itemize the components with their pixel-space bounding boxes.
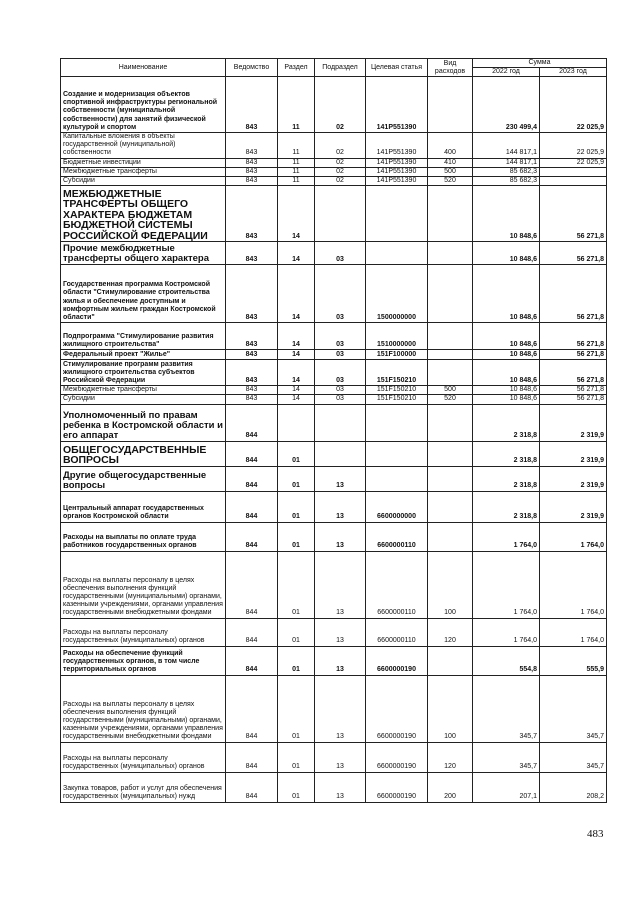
cell-dept: 843 <box>226 360 278 386</box>
cell-section: 14 <box>278 323 315 350</box>
cell-name: Межбюджетные трансферты <box>61 167 226 176</box>
cell-dept: 844 <box>226 618 278 646</box>
cell-type: 120 <box>428 742 473 772</box>
cell-name: Расходы на выплаты персоналу государственных (муниципальных) органов <box>61 742 226 772</box>
cell-section: 01 <box>278 551 315 618</box>
cell-target: 1500000000 <box>366 265 428 323</box>
cell-2023: 2 319,9 <box>540 466 607 491</box>
cell-name: Расходы на выплаты персоналу государственных (муниципальных) органов <box>61 618 226 646</box>
table-row <box>61 323 607 350</box>
cell-2022: 10 848,6 <box>473 186 540 242</box>
cell-type: 410 <box>428 158 473 167</box>
cell-2023: 22 025,9 <box>540 77 607 133</box>
cell-subsection <box>315 404 366 441</box>
cell-section: 01 <box>278 675 315 742</box>
cell-name: Бюджетные инвестиции <box>61 158 226 167</box>
cell-subsection: 03 <box>315 386 366 395</box>
cell-subsection: 13 <box>315 675 366 742</box>
cell-target <box>366 466 428 491</box>
cell-subsection <box>315 186 366 242</box>
cell-name: Стимулирование программ развития жилищного строительства субъектов Российской Федерации <box>61 360 226 386</box>
table-row <box>61 158 607 167</box>
table-row <box>61 395 607 404</box>
cell-name: Другие общегосударственные вопросы <box>61 466 226 491</box>
cell-subsection: 02 <box>315 158 366 167</box>
cell-dept: 844 <box>226 646 278 675</box>
cell-subsection: 13 <box>315 522 366 551</box>
budget-table <box>60 58 607 803</box>
cell-2022: 1 764,0 <box>473 618 540 646</box>
cell-target: 6600000190 <box>366 742 428 772</box>
cell-2023 <box>540 177 607 186</box>
cell-2022: 10 848,6 <box>473 386 540 395</box>
table-row <box>61 177 607 186</box>
table-row <box>61 618 607 646</box>
table-row <box>61 186 607 242</box>
header-sum: Сумма <box>473 59 607 68</box>
cell-dept: 843 <box>226 133 278 159</box>
cell-type: 120 <box>428 618 473 646</box>
cell-target: 141P551390 <box>366 77 428 133</box>
table-row <box>61 491 607 522</box>
cell-type <box>428 265 473 323</box>
cell-section: 14 <box>278 395 315 404</box>
cell-section: 01 <box>278 618 315 646</box>
cell-2023: 345,7 <box>540 742 607 772</box>
cell-subsection: 03 <box>315 360 366 386</box>
cell-name: Центральный аппарат государственных органов Костромской области <box>61 491 226 522</box>
cell-target: 1510000000 <box>366 323 428 350</box>
table-row <box>61 133 607 159</box>
cell-section: 01 <box>278 742 315 772</box>
header-name: Наименование <box>61 59 226 77</box>
budget-table-sheet <box>60 58 607 803</box>
cell-section: 11 <box>278 77 315 133</box>
cell-name: Создание и модернизация объектов спортивной инфраструктуры региональной собственности (муниципальной собственности) для занятий физической культурой и спортом <box>61 77 226 133</box>
cell-target: 6600000190 <box>366 675 428 742</box>
cell-target: 141P551390 <box>366 177 428 186</box>
cell-section: 11 <box>278 133 315 159</box>
cell-target: 6600000190 <box>366 772 428 802</box>
cell-name: Субсидии <box>61 395 226 404</box>
cell-2023: 56 271,8 <box>540 242 607 265</box>
cell-section: 01 <box>278 646 315 675</box>
cell-subsection: 02 <box>315 167 366 176</box>
cell-name: Субсидии <box>61 177 226 186</box>
cell-2023: 56 271,8 <box>540 360 607 386</box>
cell-subsection: 03 <box>315 350 366 360</box>
cell-2022: 10 848,6 <box>473 395 540 404</box>
cell-section: 14 <box>278 265 315 323</box>
cell-type <box>428 186 473 242</box>
cell-dept: 843 <box>226 167 278 176</box>
cell-target: 151F150210 <box>366 386 428 395</box>
cell-2022: 2 318,8 <box>473 441 540 466</box>
cell-type <box>428 646 473 675</box>
cell-subsection: 13 <box>315 491 366 522</box>
cell-type <box>428 491 473 522</box>
cell-2022: 10 848,6 <box>473 323 540 350</box>
header-target: Целевая статья <box>366 59 428 77</box>
cell-target: 141P551390 <box>366 133 428 159</box>
cell-2023: 1 764,0 <box>540 522 607 551</box>
cell-type <box>428 522 473 551</box>
cell-subsection: 13 <box>315 742 366 772</box>
cell-2023: 56 271,8 <box>540 386 607 395</box>
cell-subsection: 13 <box>315 466 366 491</box>
cell-dept: 844 <box>226 404 278 441</box>
cell-2022: 1 764,0 <box>473 551 540 618</box>
cell-dept: 843 <box>226 386 278 395</box>
budget-table-body <box>61 77 607 803</box>
header-2022: 2022 год <box>473 68 540 77</box>
cell-target: 6600000190 <box>366 646 428 675</box>
cell-dept: 843 <box>226 177 278 186</box>
header-2023: 2023 год <box>540 68 607 77</box>
table-row <box>61 441 607 466</box>
cell-type <box>428 323 473 350</box>
cell-dept: 844 <box>226 551 278 618</box>
cell-target: 151F100000 <box>366 350 428 360</box>
cell-section: 01 <box>278 441 315 466</box>
cell-name: Уполномоченный по правам ребенка в Костромской области и его аппарат <box>61 404 226 441</box>
table-row <box>61 167 607 176</box>
cell-type: 100 <box>428 675 473 742</box>
cell-type: 520 <box>428 177 473 186</box>
cell-2022: 144 817,1 <box>473 158 540 167</box>
cell-type <box>428 360 473 386</box>
cell-name: Закупка товаров, работ и услуг для обеспечения государственных (муниципальных) нужд <box>61 772 226 802</box>
cell-2022: 2 318,8 <box>473 404 540 441</box>
cell-2022: 345,7 <box>473 675 540 742</box>
cell-section: 01 <box>278 491 315 522</box>
table-row <box>61 551 607 618</box>
cell-section: 01 <box>278 522 315 551</box>
table-row <box>61 772 607 802</box>
cell-2023: 22 025,9 <box>540 158 607 167</box>
cell-subsection: 03 <box>315 323 366 350</box>
cell-dept: 844 <box>226 466 278 491</box>
cell-name: ОБЩЕГОСУДАРСТВЕННЫЕ ВОПРОСЫ <box>61 441 226 466</box>
cell-type <box>428 404 473 441</box>
cell-target: 141P551390 <box>366 158 428 167</box>
cell-target: 6600000110 <box>366 522 428 551</box>
cell-2023: 56 271,8 <box>540 395 607 404</box>
cell-target: 6600000000 <box>366 491 428 522</box>
cell-dept: 843 <box>226 77 278 133</box>
cell-section: 11 <box>278 177 315 186</box>
cell-type: 500 <box>428 167 473 176</box>
cell-dept: 843 <box>226 265 278 323</box>
cell-target <box>366 441 428 466</box>
cell-dept: 843 <box>226 158 278 167</box>
cell-target <box>366 404 428 441</box>
cell-dept: 843 <box>226 242 278 265</box>
cell-2023: 208,2 <box>540 772 607 802</box>
header-subsection: Подраздел <box>315 59 366 77</box>
cell-target: 141P551390 <box>366 167 428 176</box>
cell-section: 14 <box>278 360 315 386</box>
cell-2022: 554,8 <box>473 646 540 675</box>
cell-target: 151F150210 <box>366 395 428 404</box>
cell-subsection: 03 <box>315 242 366 265</box>
cell-type <box>428 77 473 133</box>
cell-2023: 56 271,8 <box>540 350 607 360</box>
cell-subsection: 13 <box>315 772 366 802</box>
cell-2023: 22 025,9 <box>540 133 607 159</box>
cell-type: 200 <box>428 772 473 802</box>
cell-section: 14 <box>278 350 315 360</box>
cell-2022: 230 499,4 <box>473 77 540 133</box>
cell-2023: 2 319,9 <box>540 404 607 441</box>
cell-name: Федеральный проект "Жилье" <box>61 350 226 360</box>
cell-section: 14 <box>278 186 315 242</box>
cell-2023: 56 271,8 <box>540 323 607 350</box>
table-row <box>61 522 607 551</box>
cell-name: Расходы на выплаты персоналу в целях обеспечения выполнения функций государственными (муниципальными) органами, казенными учреждениями, органами управления государственными внебюджетными фондами <box>61 551 226 618</box>
cell-2022: 10 848,6 <box>473 242 540 265</box>
cell-2023: 555,9 <box>540 646 607 675</box>
cell-dept: 843 <box>226 350 278 360</box>
table-row <box>61 675 607 742</box>
cell-subsection: 02 <box>315 133 366 159</box>
cell-2022: 85 682,3 <box>473 167 540 176</box>
cell-name: Капитальные вложения в объекты государственной (муниципальной) собственности <box>61 133 226 159</box>
cell-name: МЕЖБЮДЖЕТНЫЕ ТРАНСФЕРТЫ ОБЩЕГО ХАРАКТЕРА БЮДЖЕТАМ БЮДЖЕТНОЙ СИСТЕМЫ РОССИЙСКОЙ ФЕДЕРАЦИИ <box>61 186 226 242</box>
cell-type <box>428 441 473 466</box>
cell-name: Расходы на обеспечение функций государственных органов, в том числе территориальных органов <box>61 646 226 675</box>
header-type: Вид расходов <box>428 59 473 77</box>
table-row <box>61 360 607 386</box>
cell-dept: 844 <box>226 742 278 772</box>
cell-section: 01 <box>278 772 315 802</box>
cell-subsection: 13 <box>315 618 366 646</box>
cell-section: 14 <box>278 386 315 395</box>
cell-section: 11 <box>278 158 315 167</box>
table-row <box>61 265 607 323</box>
cell-2023: 2 319,9 <box>540 441 607 466</box>
page-number: 483 <box>587 828 604 840</box>
cell-name: Расходы на выплаты по оплате труда работников государственных органов <box>61 522 226 551</box>
cell-2022: 144 817,1 <box>473 133 540 159</box>
cell-subsection <box>315 441 366 466</box>
cell-2022: 85 682,3 <box>473 177 540 186</box>
cell-target <box>366 242 428 265</box>
cell-2022: 10 848,6 <box>473 265 540 323</box>
table-row <box>61 242 607 265</box>
cell-type: 100 <box>428 551 473 618</box>
cell-2022: 207,1 <box>473 772 540 802</box>
cell-section: 11 <box>278 167 315 176</box>
cell-dept: 844 <box>226 491 278 522</box>
cell-target: 6600000110 <box>366 618 428 646</box>
cell-dept: 844 <box>226 772 278 802</box>
cell-name: Расходы на выплаты персоналу в целях обеспечения выполнения функций государственными (муниципальными) органами, казенными учреждениями, органами управления государственными внебюджетными фондами <box>61 675 226 742</box>
cell-2023: 1 764,0 <box>540 551 607 618</box>
cell-name: Прочие межбюджетные трансферты общего характера <box>61 242 226 265</box>
header-dept: Ведомство <box>226 59 278 77</box>
cell-2023: 56 271,8 <box>540 186 607 242</box>
cell-name: Межбюджетные трансферты <box>61 386 226 395</box>
cell-2022: 2 318,8 <box>473 466 540 491</box>
table-row <box>61 386 607 395</box>
cell-dept: 844 <box>226 675 278 742</box>
cell-type <box>428 350 473 360</box>
cell-type <box>428 242 473 265</box>
cell-target <box>366 186 428 242</box>
cell-2023: 345,7 <box>540 675 607 742</box>
table-row <box>61 466 607 491</box>
cell-2022: 1 764,0 <box>473 522 540 551</box>
table-row <box>61 77 607 133</box>
table-row <box>61 350 607 360</box>
cell-2022: 2 318,8 <box>473 491 540 522</box>
cell-target: 151F150210 <box>366 360 428 386</box>
cell-dept: 843 <box>226 186 278 242</box>
cell-2023 <box>540 167 607 176</box>
cell-type: 500 <box>428 386 473 395</box>
cell-2022: 345,7 <box>473 742 540 772</box>
cell-dept: 844 <box>226 441 278 466</box>
cell-subsection: 02 <box>315 77 366 133</box>
cell-subsection: 03 <box>315 265 366 323</box>
cell-2023: 1 764,0 <box>540 618 607 646</box>
cell-section: 14 <box>278 242 315 265</box>
cell-type: 520 <box>428 395 473 404</box>
cell-2022: 10 848,6 <box>473 360 540 386</box>
table-row <box>61 646 607 675</box>
cell-target: 6600000110 <box>366 551 428 618</box>
cell-section: 01 <box>278 466 315 491</box>
table-row <box>61 742 607 772</box>
cell-dept: 843 <box>226 323 278 350</box>
cell-name: Подпрограмма "Стимулирование развития жилищного строительства" <box>61 323 226 350</box>
cell-name: Государственная программа Костромской области "Стимулирование строительства жилья и обеспечение доступным и комфортным жильем граждан Костромской области" <box>61 265 226 323</box>
cell-2023: 56 271,8 <box>540 265 607 323</box>
cell-2023: 2 319,9 <box>540 491 607 522</box>
cell-section <box>278 404 315 441</box>
header-section: Раздел <box>278 59 315 77</box>
cell-dept: 844 <box>226 522 278 551</box>
cell-subsection: 02 <box>315 177 366 186</box>
cell-type <box>428 466 473 491</box>
cell-subsection: 03 <box>315 395 366 404</box>
cell-dept: 843 <box>226 395 278 404</box>
cell-subsection: 13 <box>315 646 366 675</box>
cell-type: 400 <box>428 133 473 159</box>
table-row <box>61 404 607 441</box>
cell-2022: 10 848,6 <box>473 350 540 360</box>
cell-subsection: 13 <box>315 551 366 618</box>
